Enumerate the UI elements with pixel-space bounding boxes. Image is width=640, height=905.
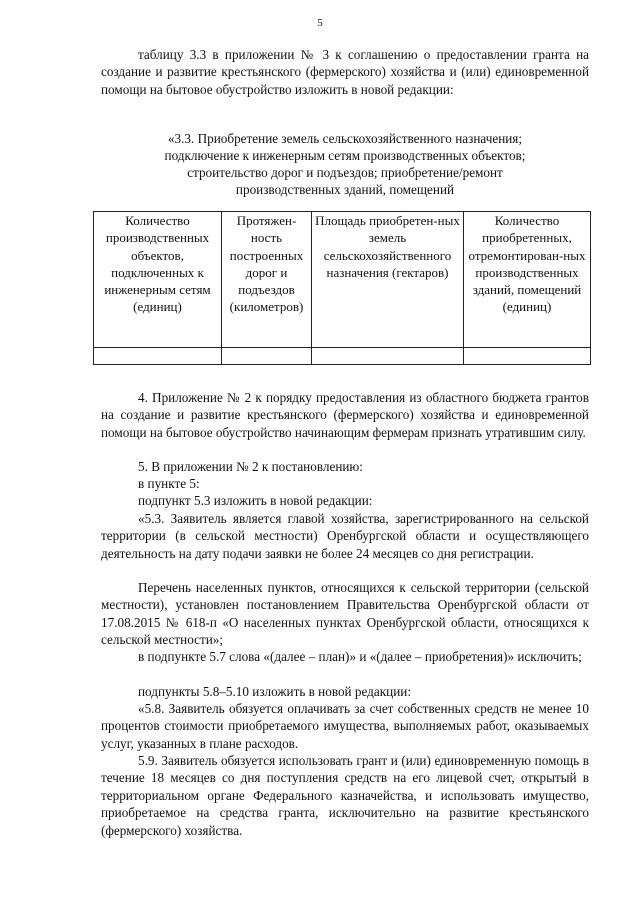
paragraph-5-9-text: 5.9. Заявитель обязуется использовать грант и (или) единовременную помощь в течение 18 месяцев со дня поступления средств на его лицевой счет, открытый в территориальном органе Федерального казначейства, и использовать имущество, приобретаемое на средства гранта, исключительно на развитие крестьянского (фермерского) хозяйства. [101, 753, 589, 838]
table-title-line-3: строительство дорог и подъездов; приобретение/ремонт [187, 165, 503, 180]
paragraph-subpoint-5-7: в подпункте 5.7 слова «(далее – план)» и «(далее – приобретения)» исключить; [138, 649, 582, 664]
table-cell [222, 348, 312, 365]
table-row [94, 348, 591, 365]
table-header-row [94, 212, 591, 348]
paragraph-in-point-5: в пункте 5: [138, 476, 200, 491]
indicators-table [93, 211, 591, 365]
table-header-cell: Протяжен-ность построенных дорог и подъездов (километров) [222, 212, 312, 348]
table-header-cell: Площадь приобретен-ных земель сельскохозяйственного назначения (гектаров) [312, 212, 464, 348]
table-header-cell: Количество приобретенных, отремонтирован-ных производственных зданий, помещений (единиц) [464, 212, 591, 348]
paragraph-subpoints-5-8-5-10: подпункты 5.8–5.10 изложить в новой редакции: [138, 684, 411, 699]
intro-paragraph: таблицу 3.3 в приложении № 3 к соглашению о предоставлении гранта на создание и развитие крестьянского (фермерского) хозяйства и (или) единовременной помощи на бытовое обустройство изложить в новой редакции: [101, 47, 589, 97]
paragraph-5-3-text: «5.3. Заявитель является главой хозяйства, зарегистрированного на сельской территории (в сельской местности) Оренбургской области и осуществляющего деятельность на дату подачи заявки не более 24 месяцев со дня регистрации. [101, 511, 589, 561]
page-number: 5 [317, 17, 323, 29]
paragraph-5: 5. В приложении № 2 к постановлению: [138, 459, 363, 474]
table-cell [312, 348, 464, 365]
paragraph-settlements-list: Перечень населенных пунктов, относящихся к сельской территории (сельской местности), установлен постановлением Правительства Оренбургской области от 17.08.2015 № 618-п «О населенных пунктах Оренбургской области, относящихся к сельской местности»; [101, 580, 589, 648]
table-cell [464, 348, 591, 365]
table-cell [94, 348, 222, 365]
table-title-line-2: подключение к инженерным сетям производственных объектов; [164, 148, 526, 163]
table-title-line-4: производственных зданий, помещений [235, 182, 455, 197]
paragraph-5-8-text: «5.8. Заявитель обязуется оплачивать за счет собственных средств не менее 10 процентов стоимости приобретаемого имущества, выполняемых работ, оказываемых услуг, указанных в плане расходов. [101, 701, 589, 751]
paragraph-4: 4. Приложение № 2 к порядку предоставления из областного бюджета грантов на создание и развитие крестьянского (фермерского) хозяйства и единовременной помощи на бытовое обустройство начинающим фермерам признать утратившим силу. [101, 390, 589, 440]
paragraph-subpoint-5-3: подпункт 5.3 изложить в новой редакции: [138, 493, 373, 508]
table-header-cell: Количество производственных объектов, подключенных к инженерным сетям (единиц) [94, 212, 222, 348]
table-title-line-1: «3.3. Приобретение земель сельскохозяйственного назначения; [167, 131, 523, 146]
